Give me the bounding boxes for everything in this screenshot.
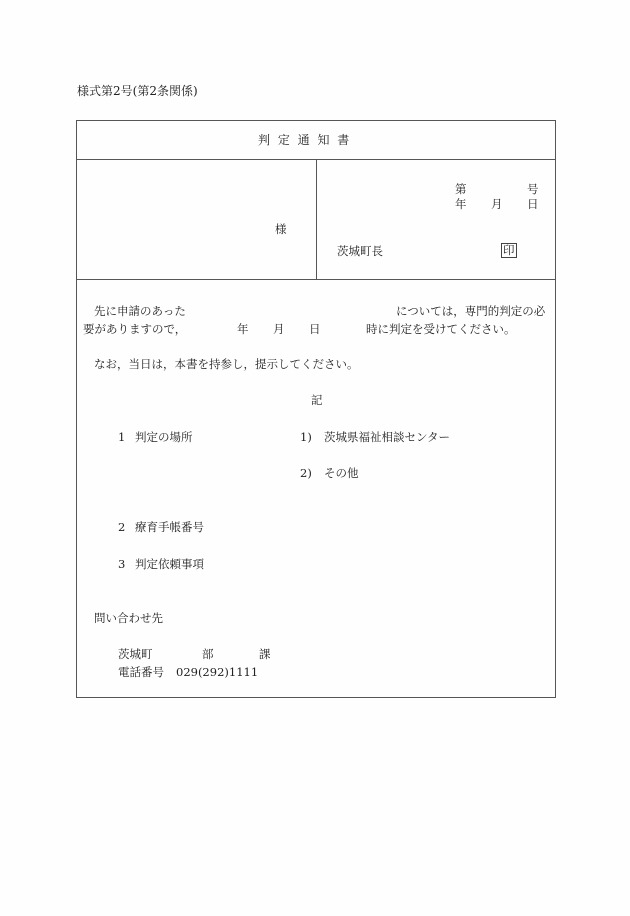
date-day-label: 日 <box>527 197 539 211</box>
body-line2-end: 時に判定を受けてください。 <box>366 322 516 336</box>
body-line2-month: 月 <box>273 322 285 336</box>
seal-mark <box>501 243 517 258</box>
item-2-label: 療育手帳番号 <box>135 520 204 534</box>
number-prefix: 第 <box>455 182 467 196</box>
contact-town: 茨城町 <box>118 647 153 661</box>
place-2-number: 2) <box>300 466 312 480</box>
contact-heading: 問い合わせ先 <box>94 611 163 625</box>
phone-number: 029(292)1111 <box>176 665 259 679</box>
body-line1-end: については，専門的判定の必 <box>396 304 546 318</box>
divider <box>316 159 317 280</box>
item-1-label: 判定の場所 <box>135 430 193 444</box>
ki-heading: 記 <box>311 393 323 407</box>
body-line1-start: 先に申請のあった <box>94 304 186 318</box>
date-year-label: 年 <box>455 197 467 211</box>
date-month-label: 月 <box>491 197 503 211</box>
body-line2-year: 年 <box>237 322 249 336</box>
item-1-number: 1 <box>118 430 126 444</box>
place-1-label: 茨城県福祉相談センター <box>324 430 451 444</box>
phone-label: 電話番号 <box>118 665 164 679</box>
item-3-number: 3 <box>118 557 126 571</box>
item-3-label: 判定依頼事項 <box>135 557 204 571</box>
seal-icon: 印 <box>503 243 515 257</box>
issuer-name: 茨城町長 <box>337 244 383 258</box>
place-1-number: 1) <box>300 430 312 444</box>
contact-section: 課 <box>259 647 271 661</box>
form-number-label: 様式第2号(第2条関係) <box>77 84 198 98</box>
addressee-suffix: 様 <box>275 222 287 236</box>
body-line2-start: 要がありますので， <box>83 322 187 336</box>
body-line2-day: 日 <box>309 322 321 336</box>
contact-dept: 部 <box>202 647 214 661</box>
document-title: 判 定 通 知 書 <box>258 133 350 147</box>
number-suffix: 号 <box>527 182 539 196</box>
body-note: なお，当日は，本書を持参し，提示してください。 <box>94 357 359 371</box>
place-2-label: その他 <box>324 466 359 480</box>
item-2-number: 2 <box>118 520 126 534</box>
